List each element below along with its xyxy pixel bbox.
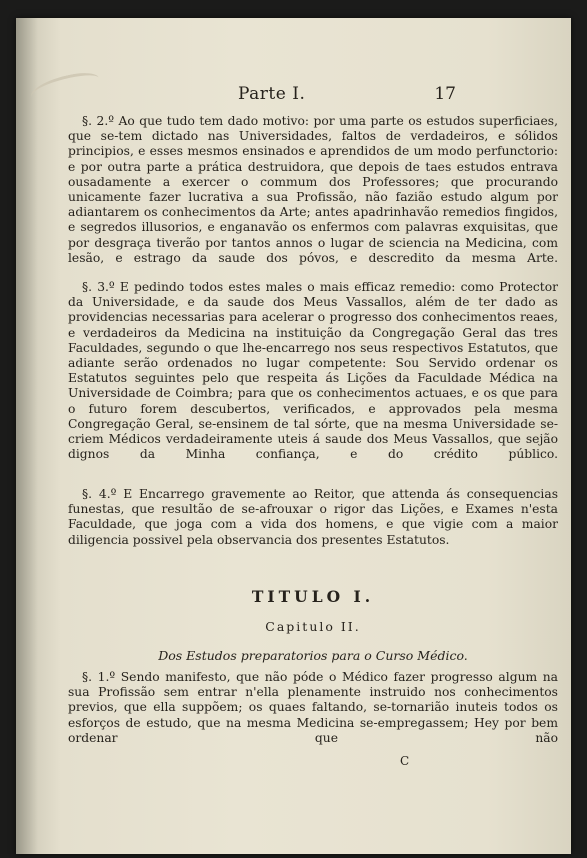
section-heading: Dos Estudos preparatorios para o Curso Médico. bbox=[158, 648, 468, 663]
paragraph-3: §. 3.º E pedindo todos estes males o mais efficaz remedio: como Protector da Universidade, e da saude dos Meus Vassallos, além de ter dado as providencias necessarias para acelerar o progresso dos conhecimentos reaes, e verdadeiros da Medicina na instituição da Congregação Geral das tres Faculdades, segundo o que lhe-encarrego nos seus respectivos Estatutos, que adiante serão ordenados no lugar competente: Sou Servido ordenar os Estatutos seguintes pelo que respeita ás Lições da Faculdade Médica na Universidade de Coimbra; para que os conhecimentos actuaes, e os que para o futuro forem descubertos, verificados, e approvados pela mesma Congregação Geral, se-ensinem de tal sórte, que na mesma Universidade se-criem Médicos verdadeiramente uteis á saude dos Meus Vassallos, que sejão dignos da Minha confiança, e do crédito público. bbox=[68, 280, 558, 462]
paragraph-4: §. 4.º E Encarrego gravemente ao Reitor, que attenda ás consequencias funestas, que resultão de se-afrouxar o rigor das Lições, e Exames n'esta Faculdade, que joga com a vida dos homens, e que vigie com a maior diligencia possivel pela observancia dos presentes Estatutos. bbox=[68, 487, 558, 547]
page-number: 17 bbox=[434, 84, 456, 104]
paragraph-2: §. 2.º Ao que tudo tem dado motivo: por uma parte os estudos superficiaes, que se-tem dictado nas Universidades, faltos de verdadeiros, e sólidos principios, e esses mesmos ensinados e aprendidos de um modo perfunctorio: e por outra parte a prática destruidora, que depois de taes estudos entrava ousadamente a exercer o commum dos Professores; que procurando unicamente fazer lucrativa a sua Profissão, não fazião estudo algum por adiantarem os conhecimentos da Arte; antes apadrinhavão remedios fingidos, e segredos illusorios, e enganavão os enfermos com palavras exquisitas, que por desgraça tiverão por tantos annos o lugar de sciencia na Medicina, com lesão, e estrago da saude dos póvos, e descredito da mesma Arte. bbox=[68, 114, 558, 265]
running-head: Parte I. bbox=[238, 84, 306, 104]
capitulo-heading: Capitulo II. bbox=[265, 619, 361, 634]
book-page bbox=[16, 18, 571, 854]
gutter-shadow bbox=[16, 18, 38, 854]
signature-mark: C bbox=[400, 754, 410, 768]
paragraph-1: §. 1.º Sendo manifesto, que não póde o Médico fazer progresso algum na sua Profissão sem entrar n'ella plenamente instruido nos conhecimentos previos, que ella suppõem; os quaes faltando, se-tornarião inuteis todos os esforços de estudo, que na mesma Medicina se-empregassem; Hey por bem ordenar que não bbox=[68, 670, 558, 745]
binding-thread bbox=[28, 69, 101, 106]
page-header bbox=[226, 84, 456, 110]
titulo-heading: TITULO I. bbox=[251, 587, 375, 606]
